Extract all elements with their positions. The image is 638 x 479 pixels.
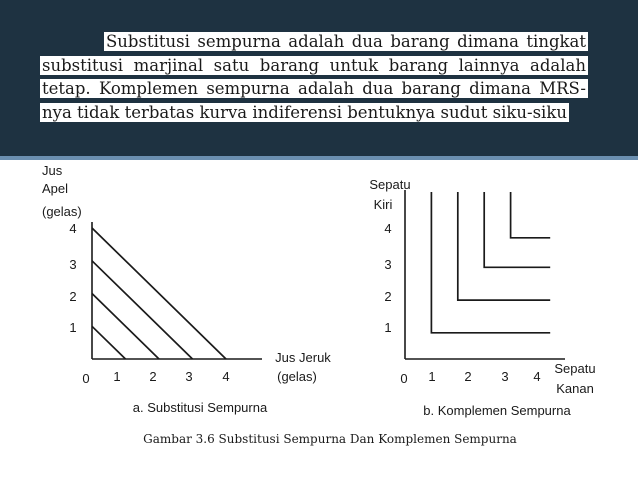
x-tick-label: 3	[185, 369, 193, 384]
origin-label: 0	[82, 371, 90, 386]
y-tick-label: 4	[384, 221, 392, 236]
chart-perfect-complements	[369, 177, 595, 418]
x-tick-label: 2	[464, 369, 472, 384]
y-tick-label: 4	[69, 221, 77, 236]
y-tick-label: 3	[384, 257, 392, 272]
x-tick-label: 2	[149, 369, 157, 384]
definition-text: Substitusi sempurna adalah dua barang dimana tingkat substitusi marjinal satu barang untuk barang lainnya adalah tetap. Komplemen sempurna adalah dua barang dimana MRS-nya tidak terbatas kurva indiferensi bentuknya sudut siku-siku	[42, 32, 586, 122]
y-axis-label-line: Sepatu	[369, 177, 411, 192]
x-axis-label-line: Kanan	[556, 381, 594, 396]
y-tick-label: 2	[384, 289, 392, 304]
y-tick-label: 2	[69, 289, 77, 304]
chart-title: b. Komplemen Sempurna	[423, 403, 571, 418]
indifference-curve-3	[484, 192, 550, 267]
indifference-curve-2	[458, 192, 550, 300]
indifference-curve-4	[511, 192, 551, 238]
y-tick-label: 1	[69, 320, 77, 335]
x-axis-label-line: Sepatu	[554, 361, 596, 376]
x-tick-label: 3	[501, 369, 509, 384]
indifference-curve-4	[92, 228, 226, 359]
indifference-curve-1	[92, 326, 126, 359]
indifference-curve-3	[92, 261, 193, 359]
y-axis-label-line: Apel	[42, 181, 69, 196]
y-axis-label-line: (gelas)	[42, 204, 82, 219]
y-tick-label: 1	[384, 320, 392, 335]
y-axis-label-line: Kiri	[373, 197, 393, 212]
figure-caption: Gambar 3.6 Substitusi Sempurna Dan Komplemen Sempurna	[143, 432, 517, 446]
origin-label: 0	[400, 371, 408, 386]
x-axis-label-line: Jus Jeruk	[275, 350, 331, 365]
x-tick-label: 1	[428, 369, 436, 384]
chart-perfect-substitutes	[42, 163, 331, 415]
indifference-curve-1	[431, 192, 550, 333]
x-tick-label: 1	[113, 369, 121, 384]
y-axis-label-line: Jus	[42, 163, 63, 178]
x-axis-label-line: (gelas)	[277, 369, 317, 384]
chart-title: a. Substitusi Sempurna	[132, 400, 268, 415]
x-tick-label: 4	[533, 369, 541, 384]
indifference-curve-2	[92, 294, 159, 360]
y-tick-label: 3	[69, 257, 77, 272]
x-tick-label: 4	[222, 369, 230, 384]
